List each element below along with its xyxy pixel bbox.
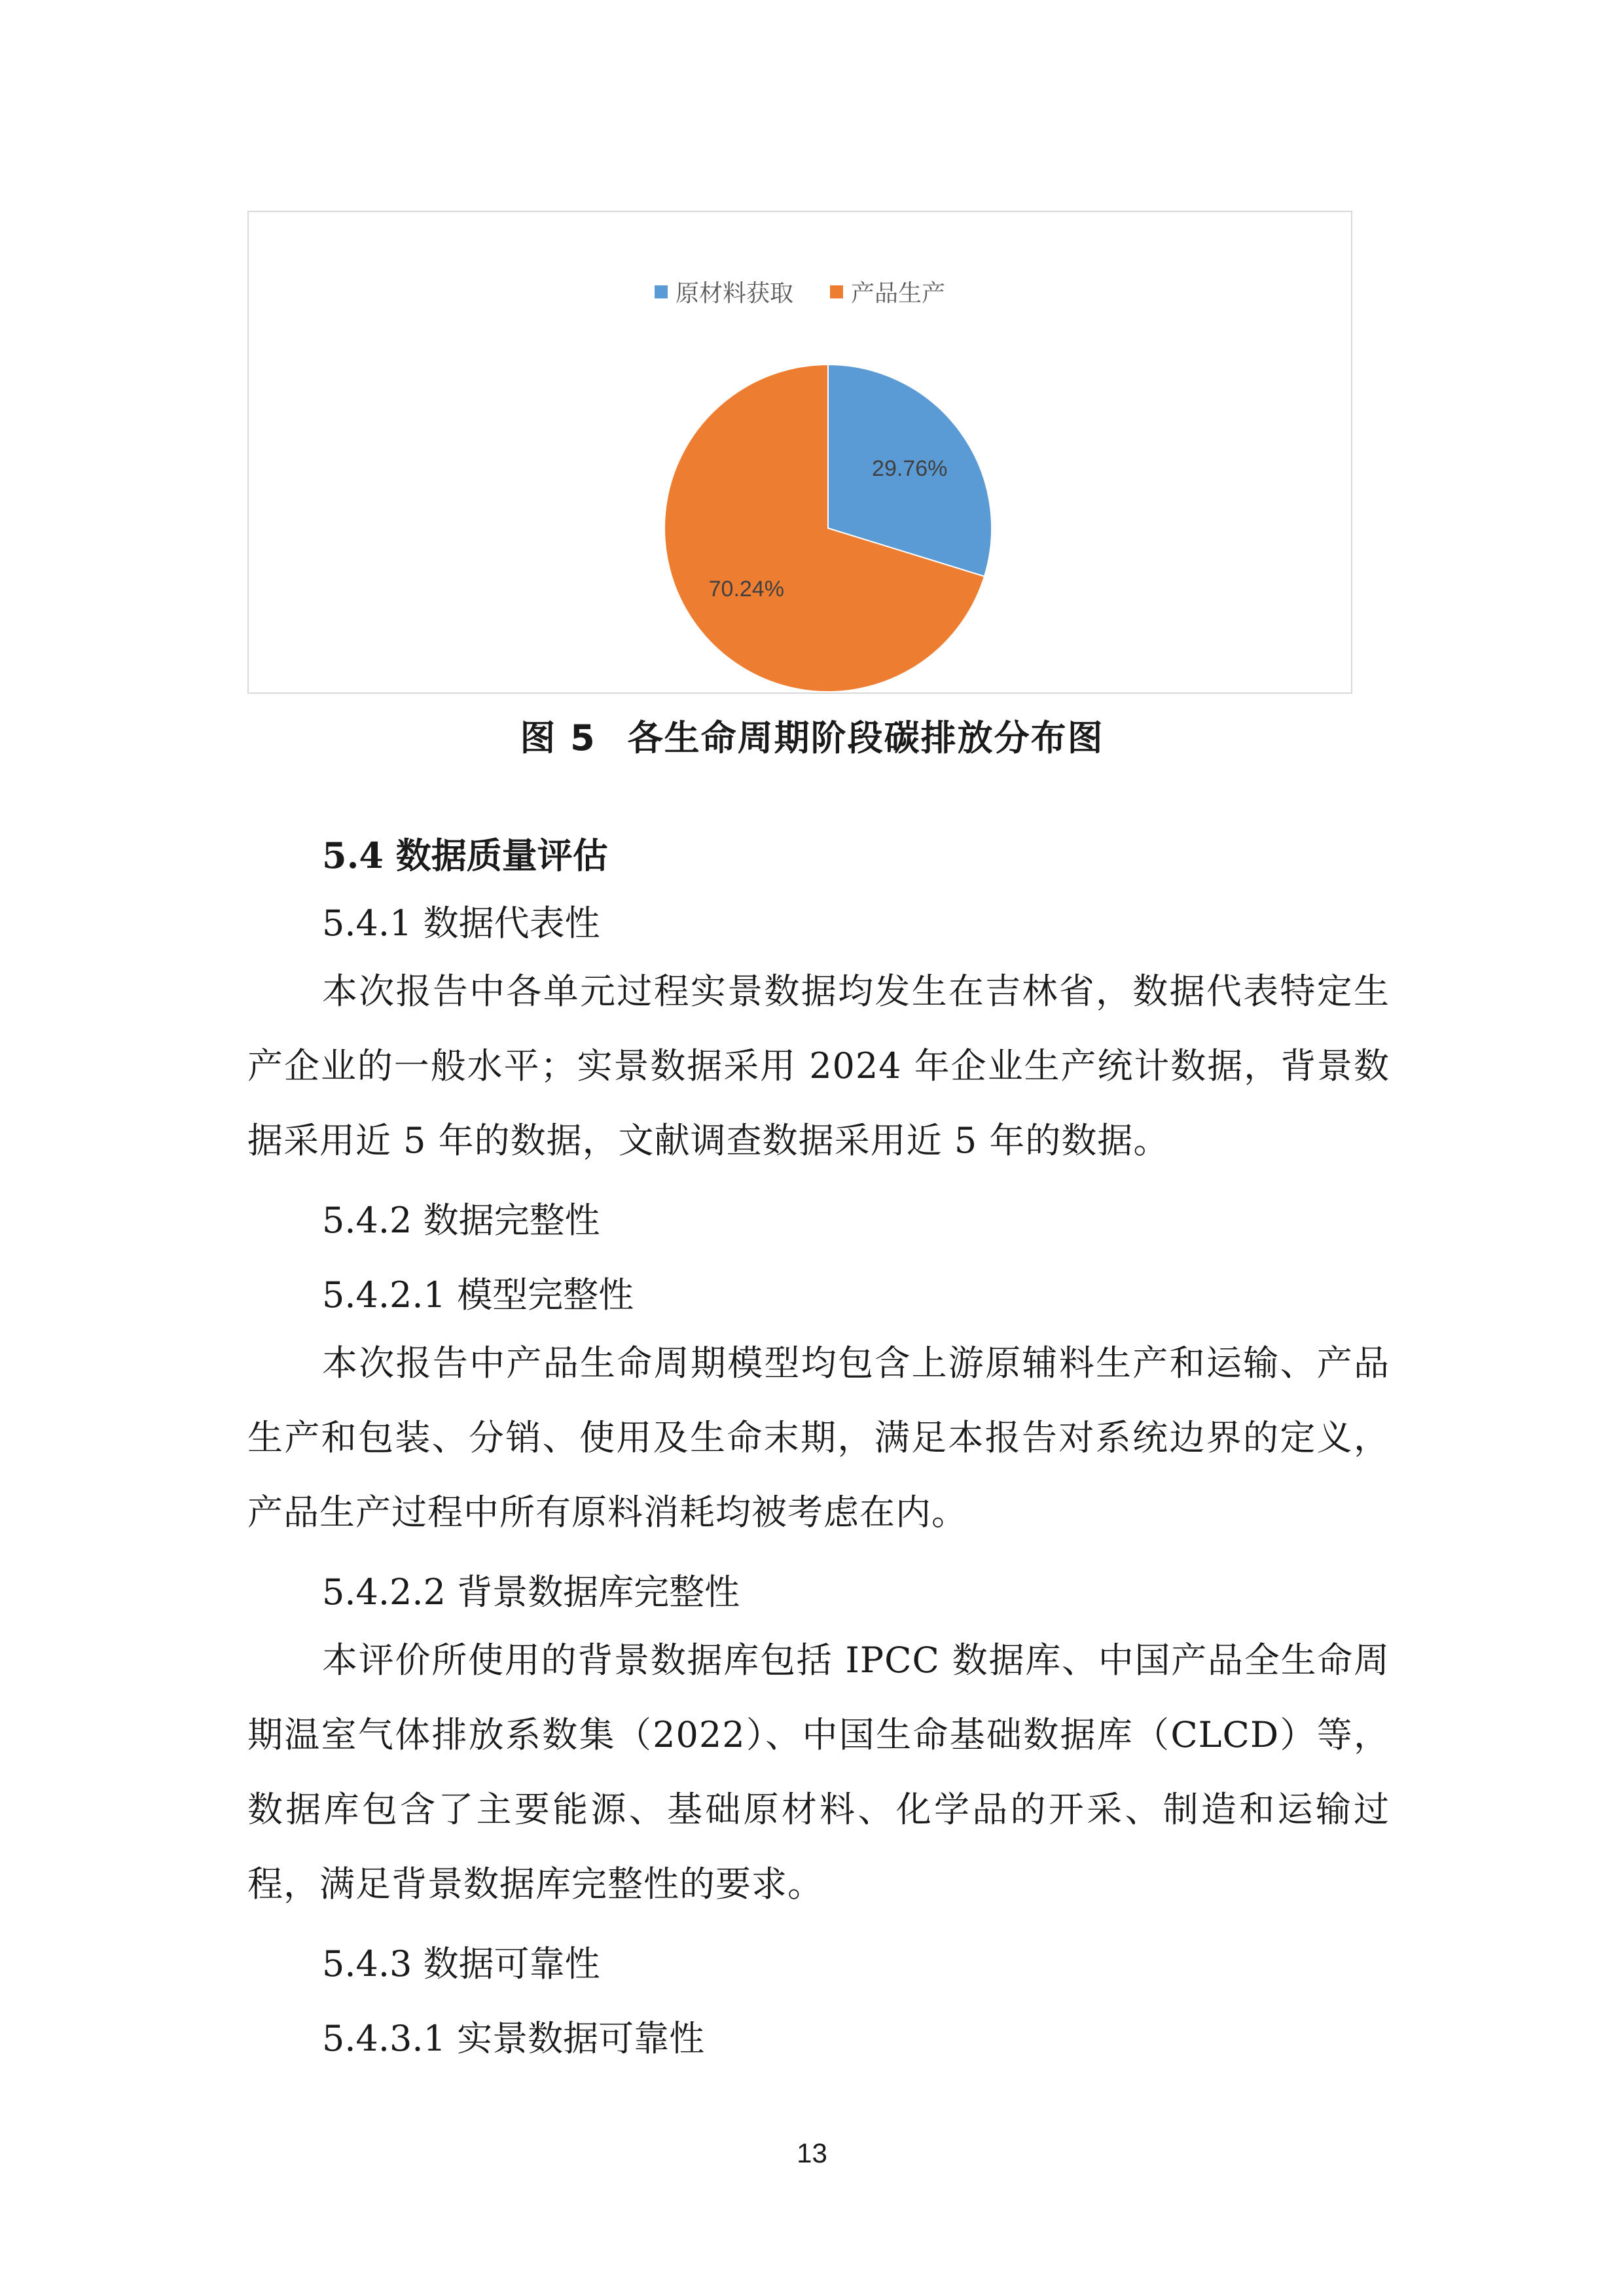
figure-title: 各生命周期阶段碳排放分布图 (627, 717, 1104, 759)
legend-label-raw-material: 原材料获取 (675, 280, 793, 307)
figure-caption (0, 710, 1624, 761)
pie-label-raw-material: 29.76% (872, 456, 948, 481)
subsection-heading-5-4-2-2: 5.4.2.2 背景数据库完整性 (322, 1571, 740, 1613)
paragraph-model-completeness: 本次报告中产品生命周期模型均包含上游原辅料生产和运输、产品生产和包装、分销、使用及生命末期，满足本报告对系统边界的定义，产品生产过程中所有原料消耗均被考虑在内。 (247, 1342, 1390, 1533)
subsection-heading-5-4-3: 5.4.3 数据可靠性 (322, 1943, 600, 1984)
subsection-heading-5-4-1: 5.4.1 数据代表性 (322, 903, 600, 944)
paragraph-data-representativeness: 本次报告中各单元过程实景数据均发生在吉林省，数据代表特定生产企业的一般水平；实景数据采用 2024 年企业生产统计数据，背景数据采用近 5 年的数据，文献调查数据采用近 5 年的数据。 (247, 971, 1390, 1161)
pie-svg (249, 212, 1351, 692)
section-heading-5-4: 5.4 数据质量评估 (322, 834, 608, 876)
pie-label-production: 70.24% (708, 577, 784, 602)
subsection-heading-5-4-3-1: 5.4.3.1 实景数据可靠性 (322, 2018, 705, 2059)
figure-label: 图 5 (520, 717, 596, 759)
paragraph-background-db-completeness: 本评价所使用的背景数据库包括 IPCC 数据库、中国产品全生命周期温室气体排放系数集（2022）、中国生命基础数据库（CLCD）等，数据库包含了主要能源、基础原材料、化学品的开采、制造和运输过程，满足背景数据库完整性的要求。 (247, 1640, 1390, 1905)
subsection-heading-5-4-2: 5.4.2 数据完整性 (322, 1200, 600, 1241)
subsection-heading-5-4-2-1: 5.4.2.1 模型完整性 (322, 1274, 634, 1316)
legend-label-production: 产品生产 (851, 280, 946, 307)
pie-chart (247, 211, 1352, 694)
page-number: 13 (797, 2138, 827, 2168)
